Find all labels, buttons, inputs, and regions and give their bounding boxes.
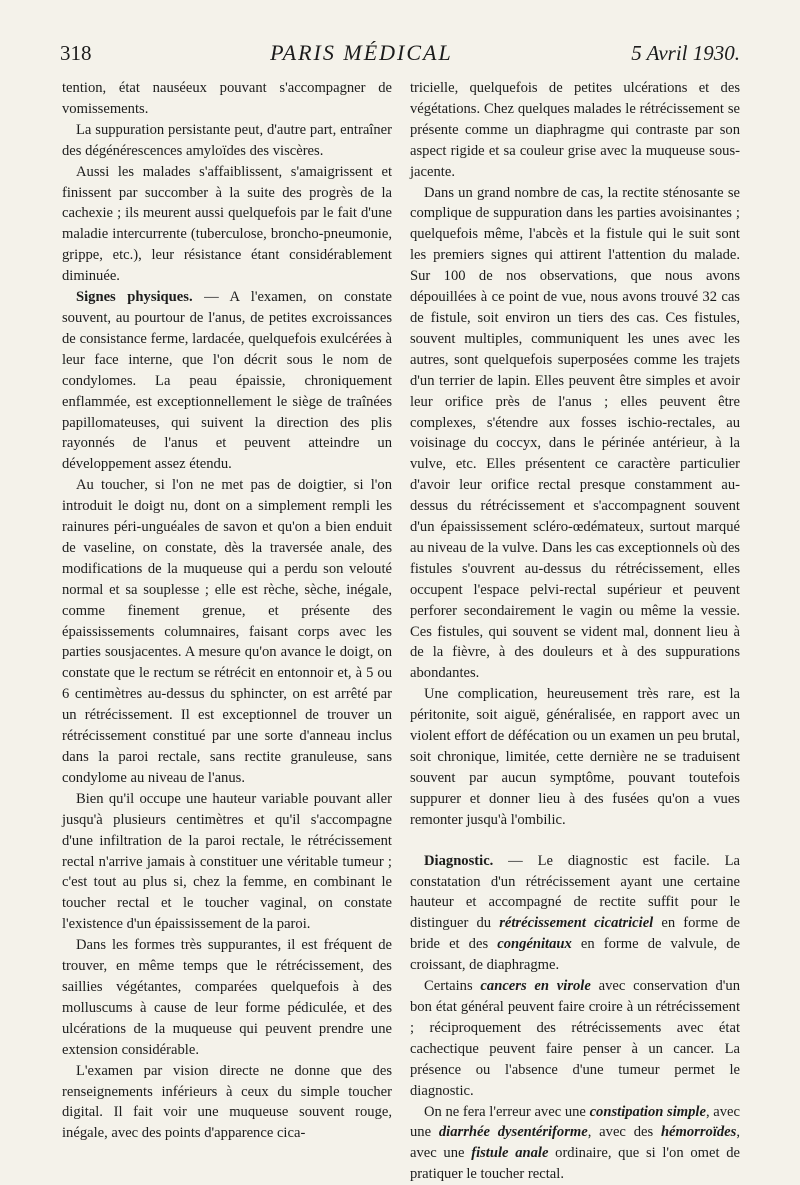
paragraph: Dans les formes très suppurantes, il est fréquent de trouver, en même temps que le rétrécissement, des saillies végétantes, comparées quelquefois à des molluscums à cause de leur forme pédiculée, et des ulcérations de la muqueuse qui peuvent prendre une extension considérable. xyxy=(62,935,392,1060)
page-header xyxy=(60,40,740,74)
issue-date: 5 Avril 1930. xyxy=(631,41,740,66)
paragraph: Certains cancers en virole avec conservation d'un bon état général peuvent faire croire à un rétrécissement ; réciproquement des rétrécissements avec état cachectique peuvent faire penser à un cancer. La présence ou l'absence d'une tumeur permet le diagnostic. xyxy=(410,976,740,1101)
paragraph: L'examen par vision directe ne donne que des renseignements inférieurs à ceux du simple toucher digital. Il fait voir une muqueuse souvent rouge, inégale, avec des points d'apparence cica- xyxy=(62,1061,392,1145)
section-heading-physical-signs: Signes physiques. xyxy=(76,289,193,305)
journal-title: PARIS MÉDICAL xyxy=(270,40,453,66)
paragraph: On ne fera l'erreur avec une constipation simple, avec une diarrhée dysentériforme, avec des hémorroïdes, avec une fistule anale ordinaire, que si l'on omet de pratiquer le toucher rectal. xyxy=(410,1102,740,1185)
section-heading-diagnostic: Diagnostic. xyxy=(424,853,493,869)
right-column xyxy=(410,78,740,1185)
paragraph-diagnostic: Diagnostic. — Le diagnostic est facile. La constatation d'un rétrécissement ayant une certaine hauteur et accompagné de rectite suffit pour le distinguer du rétrécissement cicatriciel en forme de bride et des congénitaux en forme de valvule, de croissant, de diaphragme. xyxy=(410,851,740,976)
page-number: 318 xyxy=(60,41,92,66)
left-column xyxy=(62,78,392,1144)
paragraph: Au toucher, si l'on ne met pas de doigtier, si l'on introduit le doigt nu, dont on a simplement rempli les rainures péri-unguéales de savon et qu'on a bien enduit de vaseline, on constate, dès la traversée anale, des modifications de la muqueuse qui a perdu son velouté normal et sa souplesse ; elle est rèche, sèche, inégale, comme finement grenue, et présente des épaississements columnaires, faisant corps avec les parties sousjacentes. A mesure qu'on avance le doigt, on constate que le rectum se rétrécit en entonnoir et, à 5 ou 6 centimètres au-dessus du sphincter, on est arrêté par un rétrécissement. Il est exceptionnel de trouver un rétrécissement constitué par une sorte d'anneau inclus dans la paroi rectale, sans rectite granuleuse, sans condylome au niveau de l'anus. xyxy=(62,475,392,789)
paragraph: Dans un grand nombre de cas, la rectite sténosante se complique de suppuration dans les parties avoisinantes ; quelquefois même, l'abcès et la fistule qui le suit sont les premiers signes qui attirent l'attention du malade. Sur 100 de nos observations, que nous avons dépouillées à ce point de vue, nous avons trouvé 32 cas de fistule, soit environ un tiers des cas. Ces fistules, souvent multiples, communiquent les unes avec les autres, sont quelquefois superposées comme les trajets d'un terrier de lapin. Elles peuvent être simples et avoir leur orifice près de l'anus ; elles peuvent être complexes, s'étendre aux fosses ischio-rectales, au voisinage du coccyx, dans le périnée antérieur, à la vulve, etc. Elles présentent ce caractère particulier d'avoir leur orifice rectal presque constamment au-dessus du rétrécissement et s'accompagnent souvent d'un épaississement scléro-œdémateux, surtout marqué au niveau de la vulve. Dans les cas exceptionnels où des fistules s'ouvrent au-dessus du rétrécissement, elles occupent l'espace pelvi-rectal supérieur et peuvent perforer secondairement le vagin ou même la vessie. Ces fistules, qui souvent se vident mal, donnent lieu à de la fièvre, à des douleurs et à des suppurations abondantes. xyxy=(410,183,740,685)
paragraph: tention, état nauséeux pouvant s'accompagner de vomissements. xyxy=(62,78,392,120)
paragraph-physical-signs: Signes physiques. — A l'examen, on constate souvent, au pourtour de l'anus, de petites excroissances de consistance ferme, lardacée, quelquefois exulcérées à leur face interne, que l'on décrit sous le nom de condylomes. La peau épaissie, chroniquement enflammée, est exceptionnellement le siège de traînées papillomateuses, qui suivent la direction des plis rayonnés de l'anus et peuvent atteindre un développement assez étendu. xyxy=(62,287,392,475)
paragraph: tricielle, quelquefois de petites ulcérations et des végétations. Chez quelques malades le rétrécissement se présente comme un diaphragme qui contraste par son aspect rigide et sa couleur grise avec la muqueuse sous-jacente. xyxy=(410,78,740,183)
paragraph: Une complication, heureusement très rare, est la péritonite, soit aiguë, généralisée, en rapport avec un violent effort de défécation ou un examen un peu brutal, soit chronique, limitée, cette dernière ne se traduisent souvent par aucun symptôme, pouvant toutefois suppurer et donner lieu à des fusées qu'on a vues remonter jusqu'à l'ombilic. xyxy=(410,684,740,830)
paragraph: Bien qu'il occupe une hauteur variable pouvant aller jusqu'à plusieurs centimètres et qu'il s'accompagne d'une infiltration de la paroi rectale, le rétrécissement rectal n'arrive jamais à constituer une véritable tumeur ; c'est tout au plus si, chez la femme, en combinant le toucher rectal et le toucher vaginal, on constate l'existence d'un épaississement de la paroi. xyxy=(62,789,392,935)
paragraph: Aussi les malades s'affaiblissent, s'amaigrissent et finissent par succomber à la suite des progrès de la cachexie ; ils meurent aussi quelquefois par le fait d'une maladie intercurrente (tuberculose, broncho-pneumonie, grippe, etc.), leur résistance étant considérablement diminuée. xyxy=(62,162,392,287)
paragraph: La suppuration persistante peut, d'autre part, entraîner des dégénérescences amyloïdes des viscères. xyxy=(62,120,392,162)
